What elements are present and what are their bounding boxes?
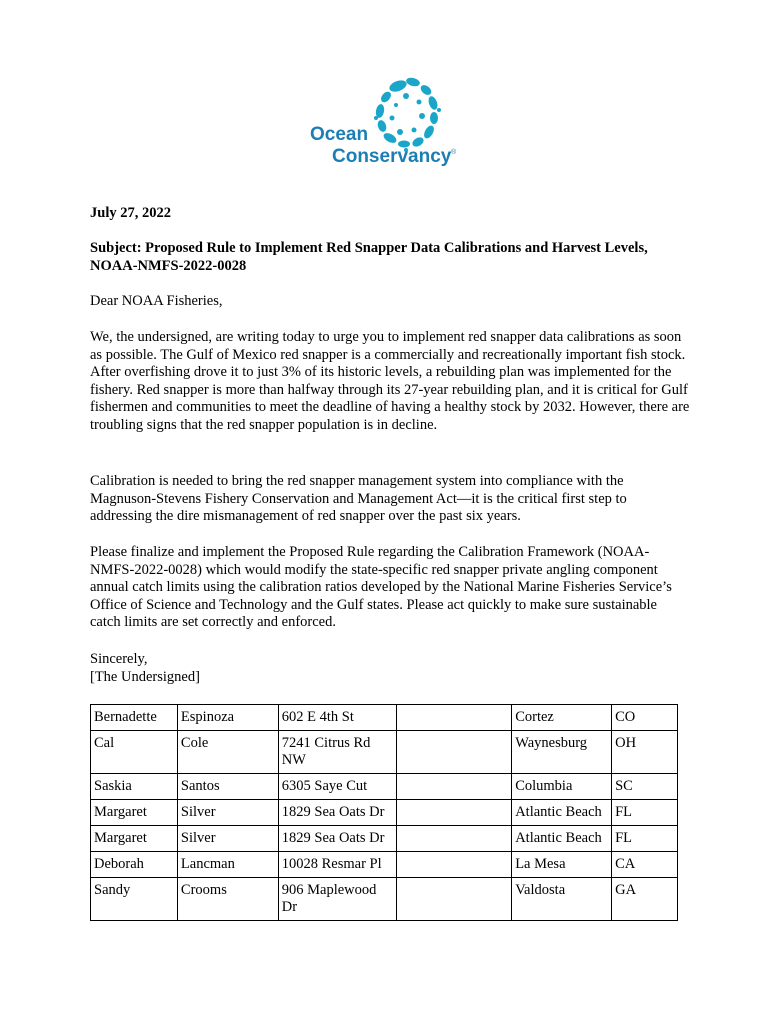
signer-last-name: Silver bbox=[177, 826, 278, 852]
signer-first-name: Cal bbox=[91, 731, 178, 774]
signer-address-2 bbox=[396, 774, 512, 800]
signer-address-2 bbox=[396, 705, 512, 731]
signer-address: 1829 Sea Oats Dr bbox=[278, 826, 396, 852]
signer-address: 602 E 4th St bbox=[278, 705, 396, 731]
signer-city: Cortez bbox=[512, 705, 612, 731]
signer-address: 1829 Sea Oats Dr bbox=[278, 800, 396, 826]
signer-city: Atlantic Beach bbox=[512, 800, 612, 826]
signer-first-name: Margaret bbox=[91, 800, 178, 826]
signer-state: SC bbox=[612, 774, 678, 800]
table-row bbox=[91, 800, 678, 826]
signer-address-2 bbox=[396, 731, 512, 774]
signer-address-2 bbox=[396, 852, 512, 878]
signer-first-name: Saskia bbox=[91, 774, 178, 800]
signer-state: OH bbox=[612, 731, 678, 774]
signer-address: 906 Maplewood Dr bbox=[278, 878, 396, 921]
signers-table bbox=[90, 704, 678, 921]
signer-last-name: Espinoza bbox=[177, 705, 278, 731]
signer-city: Valdosta bbox=[512, 878, 612, 921]
table-row bbox=[91, 826, 678, 852]
signer-last-name: Cole bbox=[177, 731, 278, 774]
letter-subject: Subject: Proposed Rule to Implement Red Snapper Data Calibrations and Harvest Levels, NOAA-NMFS-2022-0028 bbox=[90, 240, 648, 274]
signer-state: CA bbox=[612, 852, 678, 878]
ocean-conservancy-logo-graphic bbox=[306, 50, 462, 202]
letter-paragraph-2: Calibration is needed to bring the red snapper management system into compliance with the Magnuson-Stevens Fishery Conservation and Management Act—it is the critical first step to addressing the dire mismanagement of red snapper over the past six years. bbox=[90, 473, 627, 525]
table-row bbox=[91, 774, 678, 800]
signer-address-2 bbox=[396, 878, 512, 921]
table-row bbox=[91, 705, 678, 731]
letter-date: July 27, 2022 bbox=[90, 205, 171, 221]
letter-paragraph-3: Please finalize and implement the Proposed Rule regarding the Calibration Framework (NOAA-NMFS-2022-0028) which would modify the state-specific red snapper private angling component annual catch limits using the calibration ratios developed by the National Marine Fisheries Service’s Office of Science and Technology and the Gulf states. Please act quickly to make sure sustainable catch limits are set correctly and enforced. bbox=[90, 544, 672, 631]
ocean-conservancy-logo bbox=[306, 50, 462, 202]
signer-state: CO bbox=[612, 705, 678, 731]
signer-city: Waynesburg bbox=[512, 731, 612, 774]
signer-last-name: Lancman bbox=[177, 852, 278, 878]
signer-first-name: Sandy bbox=[91, 878, 178, 921]
signer-address-2 bbox=[396, 826, 512, 852]
signer-state: FL bbox=[612, 826, 678, 852]
logo-line1: Ocean bbox=[310, 124, 369, 145]
signer-city: Columbia bbox=[512, 774, 612, 800]
signer-first-name: Margaret bbox=[91, 826, 178, 852]
signer-last-name: Crooms bbox=[177, 878, 278, 921]
table-row bbox=[91, 852, 678, 878]
logo-registered-mark: ® bbox=[451, 149, 457, 156]
signer-address-2 bbox=[396, 800, 512, 826]
signer-address: 10028 Resmar Pl bbox=[278, 852, 396, 878]
signer-last-name: Santos bbox=[177, 774, 278, 800]
signer-city: Atlantic Beach bbox=[512, 826, 612, 852]
signer-state: FL bbox=[612, 800, 678, 826]
letter-closing-block bbox=[90, 651, 200, 686]
signer-city: La Mesa bbox=[512, 852, 612, 878]
letter-salutation: Dear NOAA Fisheries, bbox=[90, 293, 223, 309]
signer-first-name: Deborah bbox=[91, 852, 178, 878]
signer-first-name: Bernadette bbox=[91, 705, 178, 731]
table-row bbox=[91, 878, 678, 921]
letter-closing: Sincerely, bbox=[90, 651, 148, 667]
letter-signature: [The Undersigned] bbox=[90, 668, 200, 685]
letter-paragraph-1: We, the undersigned, are writing today to urge you to implement red snapper data calibrations as soon as possible. The Gulf of Mexico red snapper is a commercially and recreationally important fish stock. After overfishing drove it to just 3% of its historic levels, a rebuilding plan was implemented for the fishery. Red snapper is more than halfway through its 27-year rebuilding plan, and it is critical for Gulf fishermen and communities to meet the deadline of having a healthy stock by 2032. However, there are troubling signs that the red snapper population is in decline. bbox=[90, 329, 690, 433]
logo-line2: Conservancy bbox=[332, 146, 452, 167]
signer-address: 7241 Citrus Rd NW bbox=[278, 731, 396, 774]
signer-address: 6305 Saye Cut bbox=[278, 774, 396, 800]
signer-last-name: Silver bbox=[177, 800, 278, 826]
table-row bbox=[91, 731, 678, 774]
signer-state: GA bbox=[612, 878, 678, 921]
